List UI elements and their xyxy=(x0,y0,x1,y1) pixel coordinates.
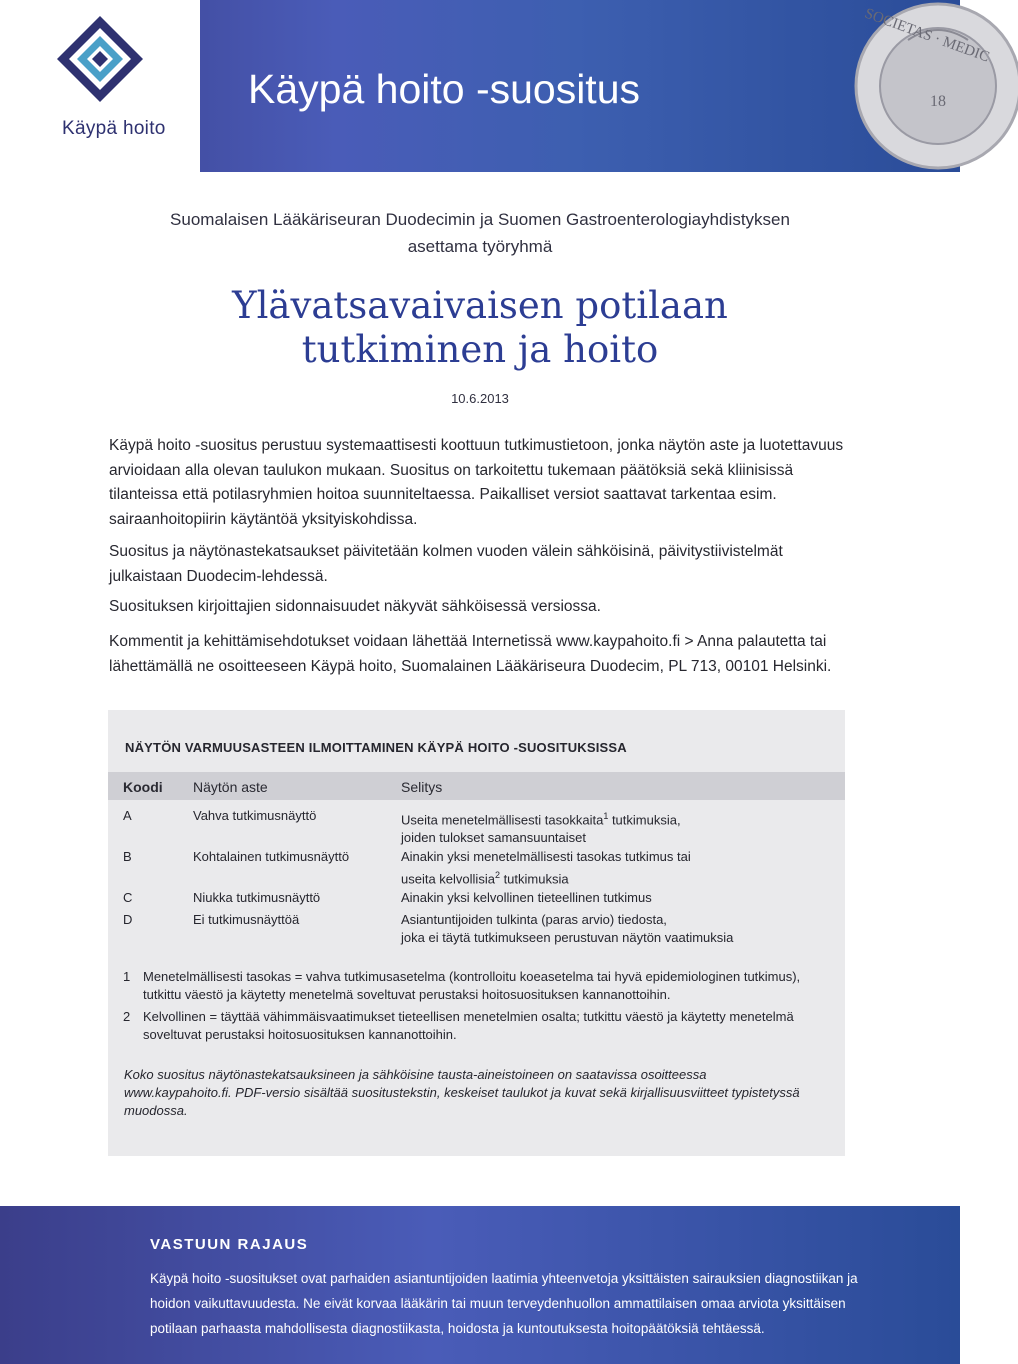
svg-text:18: 18 xyxy=(930,93,946,110)
row-explanation: Ainakin yksi kelvollinen tieteellinen tutkimus xyxy=(401,890,652,905)
footnote-text: Kelvollinen = täyttää vähimmäisvaatimukset tieteellisen menetelmien osalta; tutkittu väestö ja käytetty menetelmä soveltuvat perustaksi hoitosuosituksen kannanottoihin. xyxy=(143,1009,794,1042)
row-level: Ei tutkimusnäyttöä xyxy=(193,912,300,927)
evidence-level-box xyxy=(108,710,845,1156)
row-level: Kohtalainen tutkimusnäyttö xyxy=(193,849,350,864)
evidence-box-title: NÄYTÖN VARMUUSASTEEN ILMOITTAMINEN KÄYPÄ HOITO -SUOSITUKSISSA xyxy=(125,740,627,755)
document-title-line-2: tutkiminen ja hoito xyxy=(301,328,659,371)
document-title-line-1: Ylävatsavaivaisen potilaan xyxy=(232,284,728,327)
footnote-number: 1 xyxy=(123,969,131,984)
working-group xyxy=(0,206,960,260)
header-code: Koodi xyxy=(123,779,163,795)
header-explanation: Selitys xyxy=(401,779,443,795)
logo xyxy=(0,0,200,172)
working-group-line-2: asettama työryhmä xyxy=(407,237,553,256)
kaypa-hoito-logo-icon xyxy=(55,14,145,114)
footnote-text: Menetelmällisesti tasokas = vahva tutkimusasetelma (kontrolloitu koeasetelma tai hyvä epidemiologinen tutkimus), tutkittu väestö ja käytetty menetelmä soveltuvat perustaksi hoitosuosituksen kannanottoihin. xyxy=(143,969,801,1002)
logo-text: Käypä hoito xyxy=(62,118,166,139)
footnote-number: 2 xyxy=(123,1009,131,1024)
intro-paragraph-4: Kommentit ja kehittämisehdotukset voidaan lähettää Internetissä www.kaypahoito.fi > Anna palautetta tai lähettämällä ne osoitteeseen Käypä hoito, Suomalainen Lääkäriseura Duodecim, PL 713, 00101 Helsinki. xyxy=(109,633,832,675)
row-code: D xyxy=(123,912,133,927)
header-title: Käypä hoito -suositus xyxy=(248,66,641,112)
row-code: A xyxy=(123,808,132,823)
evidence-table-header xyxy=(108,772,845,800)
row-explanation: Useita menetelmällisesti tasokkaita$^1$ tutkimuksia, joiden tulokset samansuuntaiset xyxy=(401,811,681,846)
evidence-note: Koko suositus näytönastekatsauksineen ja sähköisine tausta-aineistoineen on saatavissa osoitteessa www.kaypahoito.fi. PDF-versio sisältää suositustekstin, keskeiset taulukot ja kuvat sekä kirjallisuusviitteet typistetyssä muodossa. xyxy=(124,1067,800,1118)
disclaimer-text: Käypä hoito -suositukset ovat parhaiden asiantuntijoiden laatimia yhteenvetoja yksittäisten sairauksien diagnostiikan ja hoidon vaikuttavuudesta. Ne eivät korvaa lääkärin tai muun terveydenhuollon ammattilaisen omaa arviota yksittäisen potilaan parhaasta mahdollisesta diagnostiikasta, hoidosta ja kuntoutuksesta hoitopäätöksiä tehtäessä. xyxy=(150,1271,858,1336)
row-explanation: Ainakin yksi menetelmällisesti tasokas tutkimus tai useita kelvollisia$^2$ tutkimuksia xyxy=(401,849,691,887)
disclaimer-title: VASTUUN RAJAUS xyxy=(150,1236,309,1253)
intro-paragraph-3: Suosituksen kirjoittajien sidonnaisuudet näkyvät sähköisessä versiossa. xyxy=(109,598,601,615)
document-title xyxy=(0,284,960,372)
row-code: C xyxy=(123,890,133,905)
header-banner xyxy=(0,0,992,172)
row-level: Niukka tutkimusnäyttö xyxy=(193,890,321,905)
row-level: Vahva tutkimusnäyttö xyxy=(193,808,317,823)
intro-paragraph-1: Käypä hoito -suositus perustuu systemaattisesti koottuun tutkimustietoon, jonka näytön aste ja luotettavuus arvioidaan alla olevan taulukon mukaan. Suositus on tarkoitettu tukemaan päätöksiä sekä kliinisissä tilanteissa että potilasryhmien hoitoa suunniteltaessa. Paikalliset versiot saattavat tarkentaa esim. sairaanhoitopiirin käytäntöä yksityiskohdissa. xyxy=(109,437,844,528)
intro-paragraph-2: Suositus ja näytönastekatsaukset päivitetään kolmen vuoden välein sähköisinä, päivitystiivistelmät julkaistaan Duodecim-lehdessä. xyxy=(109,543,783,585)
publication-date: 10.6.2013 xyxy=(451,391,509,406)
disclaimer-footer xyxy=(0,1206,960,1364)
working-group-line-1: Suomalaisen Lääkäriseuran Duodecimin ja Suomen Gastroenterologiayhdistyksen xyxy=(170,210,790,229)
header-level: Näytön aste xyxy=(193,779,268,795)
seal-icon xyxy=(838,0,1018,172)
society-seal xyxy=(838,0,992,172)
row-explanation: Asiantuntijoiden tulkinta (paras arvio) tiedosta, joka ei täytä tutkimukseen perustuvan näytön vaatimuksia xyxy=(401,912,734,945)
svg-text:SOCIETAS · MEDIC: SOCIETAS · MEDIC xyxy=(862,5,992,66)
row-code: B xyxy=(123,849,132,864)
